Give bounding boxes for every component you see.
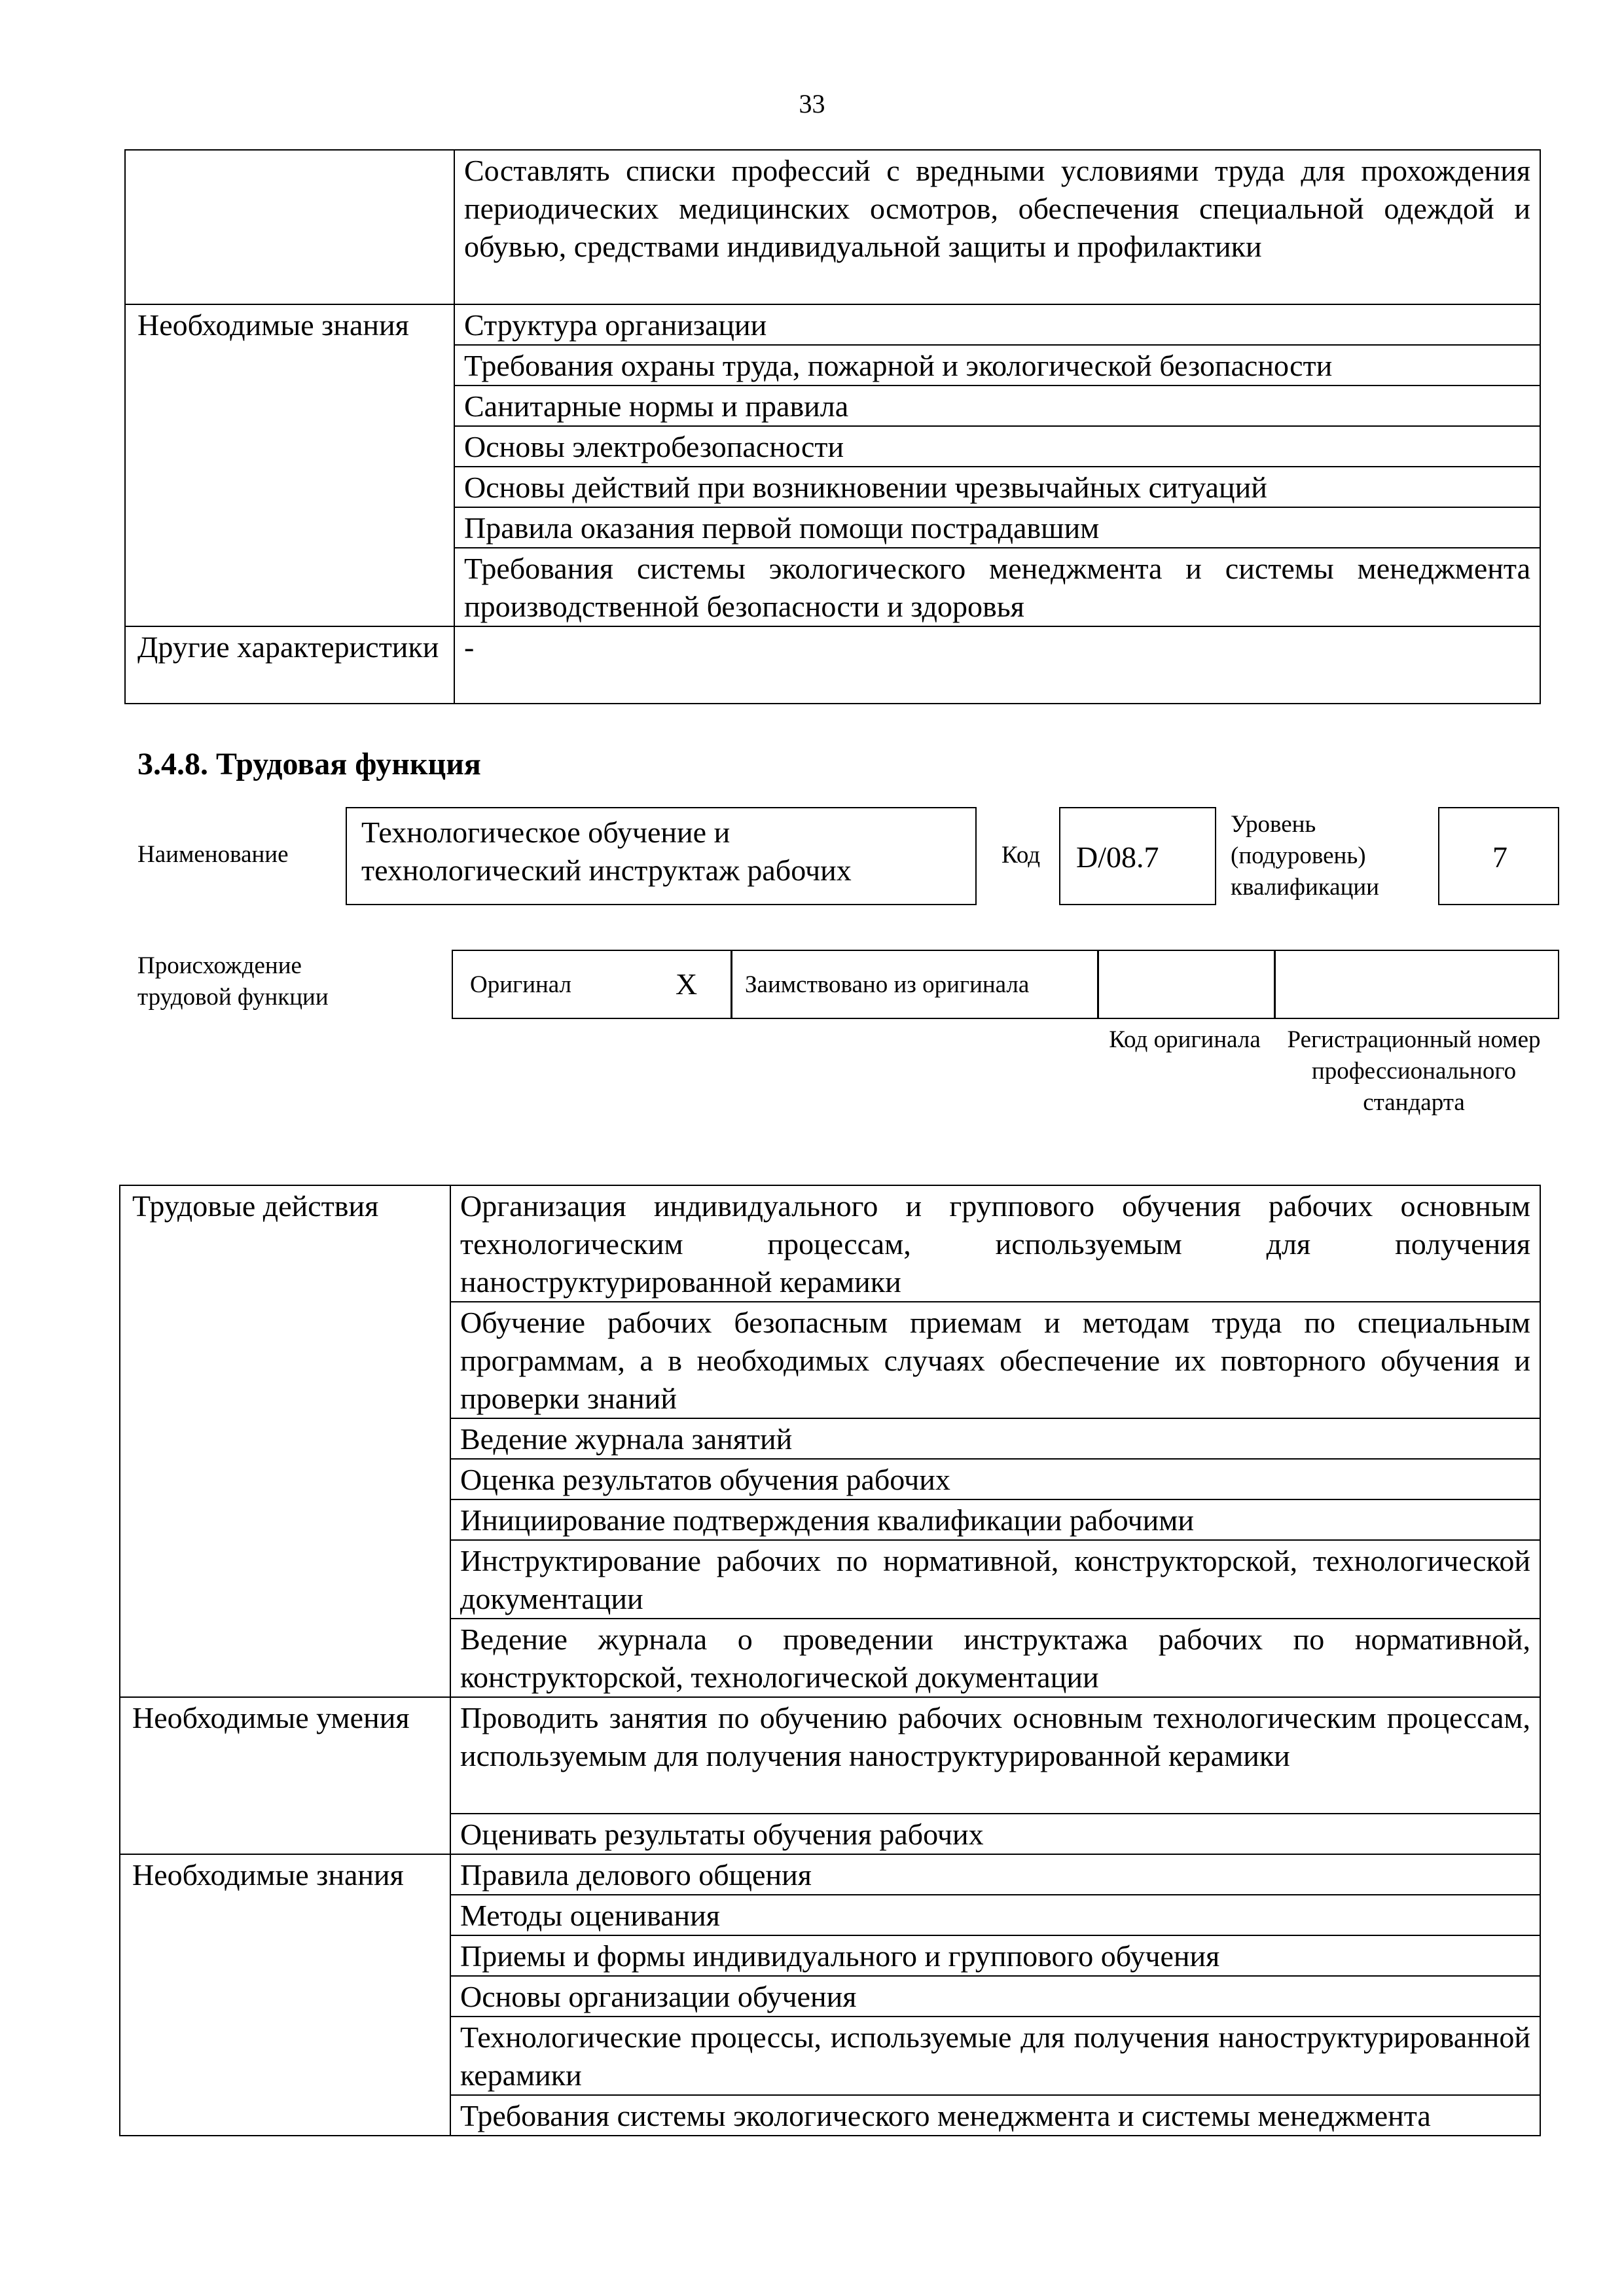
other-value: -: [454, 626, 1540, 704]
actions-label: Трудовые действия: [120, 1185, 450, 1697]
skill-item: Проводить занятия по обучению рабочих основным технологическим процессам, используемым для получения наноструктурированной керамики: [450, 1697, 1540, 1814]
name-label: Наименование: [137, 841, 289, 868]
knowledge-item: Приемы и формы индивидуального и группового обучения: [450, 1935, 1540, 1976]
knowledge-item: Основы организации обучения: [450, 1976, 1540, 2017]
action-item: Инструктирование рабочих по нормативной, конструкторской, технологической документации: [450, 1540, 1540, 1619]
code-box: [1059, 807, 1216, 905]
level-box: [1438, 807, 1559, 905]
page-number: 33: [799, 89, 825, 118]
action-item: Организация индивидуального и группового обучения рабочих основным технологическим процессам, используемым для получения наноструктурированной керамики: [450, 1185, 1540, 1302]
code-value: D/08.7: [1076, 840, 1159, 874]
origin-label: Происхождение трудовой функции: [137, 952, 329, 1011]
knowledge-item: Основы действий при возникновении чрезвычайных ситуаций: [454, 467, 1540, 507]
borrowed-label: Заимствовано из оригинала: [745, 971, 1030, 998]
origin-box: [452, 950, 1559, 1019]
knowledge-label: Необходимые знания: [120, 1854, 450, 2136]
code-caption: Код оригинала: [1109, 1026, 1261, 1053]
reg-caption: Регистрационный номер профессионального стандарта: [1287, 1026, 1541, 1116]
knowledge-label: Необходимые знания: [125, 304, 454, 626]
level-label: Уровень (подуровень) квалификации: [1231, 811, 1379, 901]
knowledge-item: Правила оказания первой помощи пострадавшим: [454, 507, 1540, 548]
skills-label: Необходимые умения: [120, 1697, 450, 1854]
knowledge-item: Санитарные нормы и правила: [454, 386, 1540, 426]
knowledge-item: Требования системы экологического менеджмента и системы менеджмента: [450, 2095, 1540, 2136]
knowledge-item: Основы электробезопасности: [454, 426, 1540, 467]
original-mark: X: [676, 967, 698, 1001]
action-item: Оценка результатов обучения рабочих: [450, 1459, 1540, 1499]
knowledge-item: Структура организации: [454, 304, 1540, 345]
action-item: Обучение рабочих безопасным приемам и методам труда по специальным программам, а в необходимых случаях обеспечение их повторного обучения и проверки знаний: [450, 1302, 1540, 1418]
continuation-text: Составлять списки профессий с вредными условиями труда для прохождения периодических медицинских осмотров, обеспечения специальной одеждой и обувью, средствами индивидуальной защиты и профилактики: [454, 150, 1540, 304]
knowledge-item: Технологические процессы, используемые для получения наноструктурированной керамики: [450, 2017, 1540, 2095]
top-table: [124, 149, 1541, 704]
level-value: 7: [1492, 840, 1507, 874]
knowledge-item: Требования системы экологического менеджмента и системы менеджмента производственной безопасности и здоровья: [454, 548, 1540, 626]
code-label: Код: [1001, 842, 1041, 869]
skill-item: Оценивать результаты обучения рабочих: [450, 1814, 1540, 1854]
action-item: Инициирование подтверждения квалификации рабочими: [450, 1499, 1540, 1540]
divider: [731, 951, 732, 1018]
knowledge-item: Требования охраны труда, пожарной и экологической безопасности: [454, 345, 1540, 386]
knowledge-item: Правила делового общения: [450, 1854, 1540, 1895]
other-label: Другие характеристики: [125, 626, 454, 704]
divider: [1274, 951, 1276, 1018]
action-item: Ведение журнала занятий: [450, 1418, 1540, 1459]
name-box: [346, 807, 977, 905]
divider: [1097, 951, 1099, 1018]
empty-label-cell: [125, 150, 454, 304]
original-label: Оригинал: [470, 971, 572, 998]
name-value: Технологическое обучение и технологический инструктаж рабочих: [361, 816, 852, 887]
section-title: 3.4.8. Трудовая функция: [137, 747, 481, 781]
action-item: Ведение журнала о проведении инструктажа рабочих по нормативной, конструкторской, технологической документации: [450, 1619, 1540, 1697]
knowledge-item: Методы оценивания: [450, 1895, 1540, 1935]
main-table: [119, 1185, 1541, 2136]
